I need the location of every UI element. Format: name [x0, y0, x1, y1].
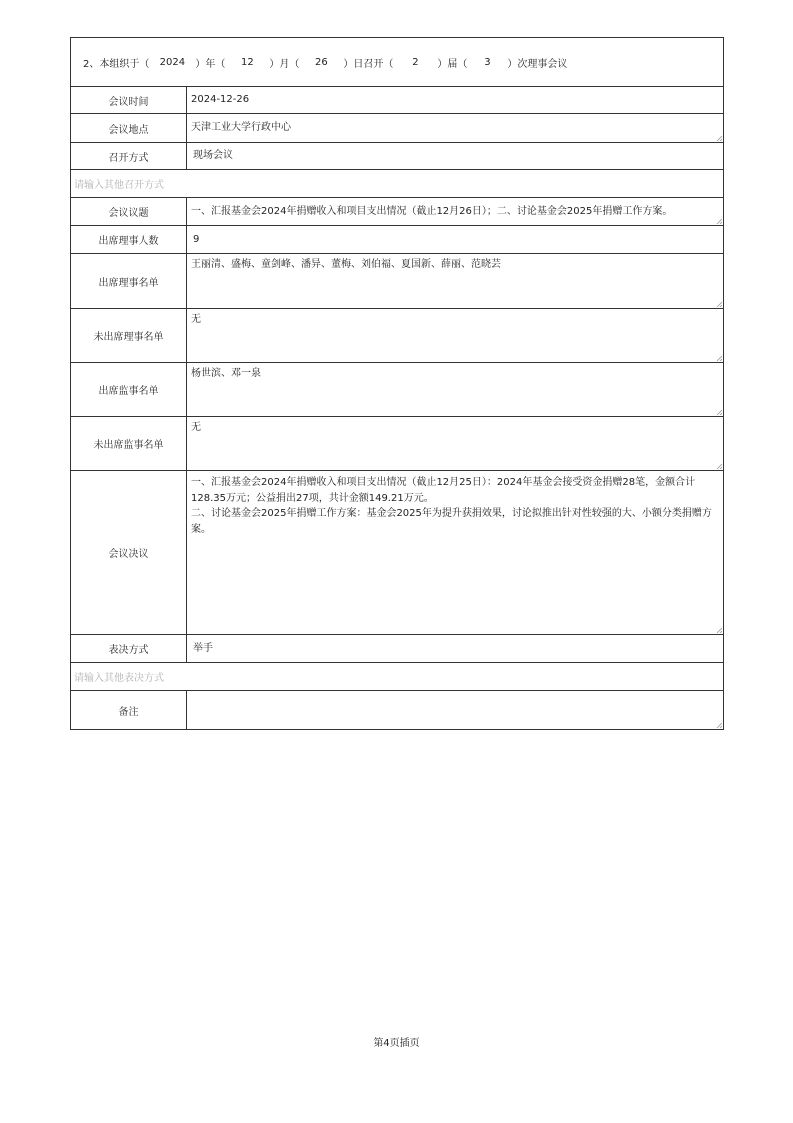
- header-month-unit: ）月（: [269, 58, 300, 70]
- attend-count-label: 出席理事人数: [71, 226, 187, 253]
- absent-names-field[interactable]: [187, 309, 723, 362]
- header-count-unit: ）次理事会议: [507, 58, 568, 70]
- resize-handle-icon[interactable]: [716, 627, 722, 633]
- resize-handle-icon[interactable]: [716, 409, 722, 415]
- meeting-topic-value: 一、汇报基金会2024年捐赠收入和项目支出情况（截止12月26日）；二、讨论基金会2025年捐赠工作方案。: [191, 205, 673, 217]
- row-meeting-topic: [71, 197, 723, 225]
- resize-handle-icon[interactable]: [716, 135, 722, 141]
- row-vote-other: [71, 662, 723, 690]
- meeting-time-field[interactable]: 2024-12-26: [191, 94, 250, 106]
- meeting-method-select[interactable]: 现场会议: [193, 150, 233, 162]
- resize-handle-icon[interactable]: [716, 463, 722, 469]
- meeting-method-label: 召开方式: [71, 143, 187, 169]
- supervisor-names-field[interactable]: [187, 363, 723, 416]
- resize-handle-icon[interactable]: [716, 218, 722, 224]
- supervisor-names-value: 杨世滨、邓一泉: [191, 368, 261, 379]
- row-meeting-method: [71, 142, 723, 169]
- resolution-line-2: 二、讨论基金会2025年捐赠工作方案：基金会2025年为提升获捐效果，讨论拟推出针对性较强的大、小额分类捐赠方案。: [191, 508, 712, 535]
- resolution-label: 会议决议: [71, 471, 187, 634]
- row-attend-names: [71, 253, 723, 308]
- session-field[interactable]: 2: [412, 56, 419, 68]
- absent-supervisors-label: 未出席监事名单: [71, 417, 187, 470]
- attend-names-value: 王丽清、盛梅、童剑峰、潘异、董梅、刘伯福、夏国新、薛丽、范晓芸: [191, 259, 501, 270]
- meeting-topic-label: 会议议题: [71, 198, 187, 225]
- row-absent-supervisors: [71, 416, 723, 470]
- page-number: 第4页插页: [373, 1038, 420, 1049]
- month-field[interactable]: 12: [241, 56, 254, 68]
- meeting-form: [70, 37, 724, 730]
- attend-names-label: 出席理事名单: [71, 254, 187, 308]
- header-prefix: 2、本组织于（: [83, 58, 150, 70]
- header-day-unit: ）日召开（: [343, 58, 394, 70]
- meeting-time-label: 会议时间: [71, 87, 187, 113]
- attend-names-field[interactable]: [187, 254, 723, 308]
- row-meeting-place: [71, 113, 723, 142]
- absent-supervisors-field[interactable]: [187, 417, 723, 470]
- vote-label: 表决方式: [71, 635, 187, 662]
- row-resolution: [71, 470, 723, 634]
- row-remark: [71, 690, 723, 729]
- day-field[interactable]: 26: [315, 56, 328, 68]
- resize-handle-icon[interactable]: [716, 301, 722, 307]
- absent-supervisors-value: 无: [191, 422, 201, 433]
- row-method-other: [71, 169, 723, 197]
- meeting-place-label: 会议地点: [71, 114, 187, 142]
- absent-names-value: 无: [191, 314, 201, 325]
- meeting-topic-field[interactable]: [187, 198, 723, 225]
- resize-handle-icon[interactable]: [716, 722, 722, 728]
- remark-field[interactable]: [187, 691, 723, 729]
- count-field[interactable]: 3: [484, 56, 491, 68]
- resize-handle-icon[interactable]: [716, 355, 722, 361]
- row-attend-count: [71, 225, 723, 253]
- absent-names-label: 未出席理事名单: [71, 309, 187, 362]
- meeting-place-field[interactable]: [187, 114, 723, 142]
- vote-other-input[interactable]: 请输入其他表决方式: [74, 673, 164, 684]
- meeting-header: [71, 38, 723, 86]
- header-session-unit: ）届（: [437, 58, 468, 70]
- remark-label: 备注: [71, 691, 187, 729]
- meeting-place-value: 天津工业大学行政中心: [191, 122, 291, 134]
- header-year-unit: ）年（: [195, 58, 226, 70]
- supervisor-names-label: 出席监事名单: [71, 363, 187, 416]
- row-meeting-time: [71, 86, 723, 113]
- attend-count-field[interactable]: 9: [193, 233, 200, 245]
- row-absent-names: [71, 308, 723, 362]
- vote-select[interactable]: 举手: [193, 642, 213, 654]
- row-supervisor-names: [71, 362, 723, 416]
- resolution-line-1: 一、汇报基金会2024年捐赠收入和项目支出情况（截止12月25日）：2024年基金会接受资金捐赠28笔，金额合计128.35万元；公益捐出27项，共计金额149.21万元。: [191, 477, 696, 504]
- resolution-field[interactable]: [187, 471, 723, 634]
- method-other-input[interactable]: 请输入其他召开方式: [74, 180, 164, 191]
- row-vote: [71, 634, 723, 662]
- year-field[interactable]: 2024: [159, 56, 186, 68]
